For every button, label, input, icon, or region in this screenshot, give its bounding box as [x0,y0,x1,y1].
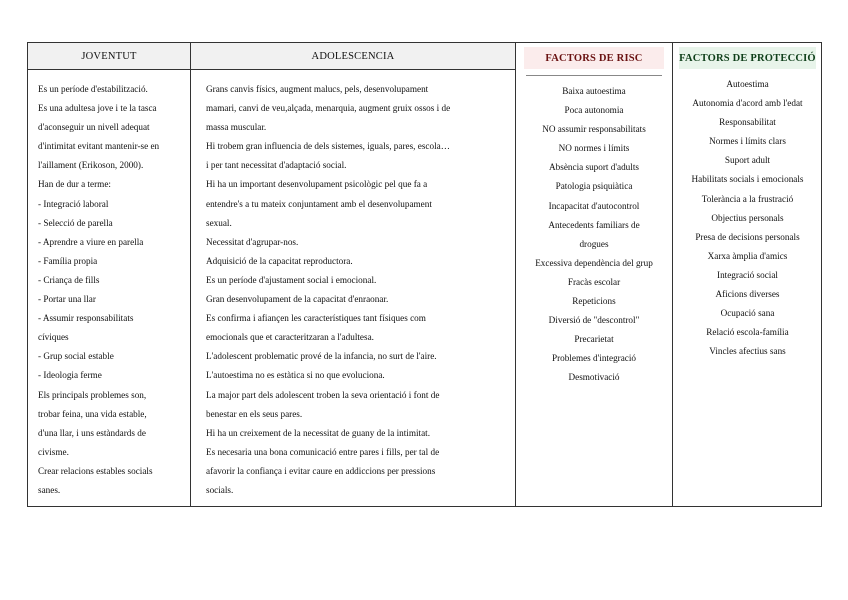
text-line: - Criança de fills [38,274,100,285]
text-line: Grans canvis físics, augment malucs, pels, desenvolupament [206,84,429,94]
text-line: benestar en els seus pares. [206,408,303,419]
risc-list [516,76,672,388]
text-line: - Integració laboral [38,198,109,209]
text-line: Aficions diverses [715,289,780,300]
text-line: Es necesaria una bona comunicació entre pares i fills, per tal de [206,446,440,457]
text-line: Baixa autoestima [562,86,626,96]
text-line: Es confirma i afiançen les característiques tant físiques com [206,313,426,324]
column-factors-risc [515,43,672,506]
text-line: Hi ha un important desenvolupament psicològic pel que fa a [206,179,428,190]
text-line: Objectius personals [711,212,784,223]
text-line: Necessitat d'agrupar-nos. [206,236,299,247]
text-line: L'autoestima no es estàtica si no que evoluciona. [206,370,385,381]
text-line: drogues [579,238,609,249]
text-line: Ocupació sana [720,308,775,319]
text-line: Es un període d'ajustament social i emocional. [206,274,377,285]
text-line: Vincles afectius sans [709,346,786,357]
text-line: d'intimitat evitant mantenir-se en [38,141,160,152]
text-line: mamari, canvi de veu,alçada, menarquia, augment gruix ossos i de [206,103,451,114]
text-line: Patologia psiquiàtica [555,181,633,192]
text-line: Els principals problemes son, [38,389,147,400]
text-line: Repeticions [572,296,616,307]
text-line: l'aillament (Erikoson, 2000). [38,160,144,171]
text-line: Hi ha un creixement de la necessitat de guany de la intimitat. [206,427,430,438]
text-line: Problemes d'integració [551,353,637,364]
text-line: Precarietat [574,334,614,345]
text-line: Integració social [717,269,778,280]
text-line: civisme. [38,446,69,457]
text-line: Relació escola-família [706,327,789,338]
text-line: Gran desenvolupament de la capacitat d'enraonar. [206,294,389,305]
text-line: socials. [206,484,234,495]
text-line: Autonomia d'acord amb l'edat [692,98,803,109]
text-line: Es una adultesa jove i te la tasca [38,103,157,114]
text-line: Han de dur a terme: [38,179,111,190]
text-line: emocionals que et caracteritzaran a l'adultesa. [206,332,374,343]
header-adolescencia: ADOLESCENCIA [191,43,515,70]
header-joventut: JOVENTUT [28,43,190,70]
text-line: Adquisició de la capacitat reproductora. [206,255,353,266]
adolescencia-text [191,70,515,500]
column-adolescencia [190,43,515,506]
text-line: - Ideologia ferme [38,370,102,381]
text-line: Absència suport d'adults [549,162,639,173]
text-line: Presa de decisions personals [695,231,800,242]
text-line: Habilitats socials i emocionals [691,174,804,185]
text-line: NO normes i límits [558,143,630,154]
text-line: L'adolescent problematic prové de la infancia, no surt de l'aire. [206,351,437,362]
youth-development-table [27,42,822,507]
text-line: Poca autonomia [564,105,624,116]
column-joventut [28,43,190,506]
text-line: Crear relacions estables socials [38,465,153,476]
text-line: Xarxa àmplia d'amics [707,250,788,261]
header-factors-risc: FACTORS DE RISC [524,47,664,69]
text-line: d'aconseguir un nivell adequat [38,122,150,133]
text-line: Responsabilitat [719,117,776,128]
text-line: sanes. [38,484,61,495]
text-line: Hi trobem gran influencia de dels sistemes, iguals, pares, escola… [206,141,450,152]
text-line: - Grup social estable [38,351,114,362]
text-line: Fracàs escolar [567,276,621,287]
text-line: Antecedents familiars de [548,219,640,230]
text-line: - Assumir responsabilitats [38,313,134,324]
text-line: afavorir la confiança i evitar caure en addiccions per pressions [206,465,436,476]
text-line: Normes i límits clars [709,136,786,147]
text-line: entendre's a tu mateix conjuntament amb el desenvolupament [206,198,432,209]
text-line: La major part dels adolescent troben la seva orientació i font de [206,389,440,400]
text-line: NO assumir responsabilitats [542,124,646,135]
text-line: Es un període d'estabilització. [38,84,148,94]
text-line: Suport adult [724,155,771,166]
text-line: - Aprendre a viure en parella [38,236,144,247]
column-factors-proteccio [672,43,822,506]
text-line: Excessiva dependència del grup [535,257,653,268]
joventut-text [28,70,190,500]
text-line: - Portar una llar [38,294,96,305]
text-line: d'una llar, i uns estàndards de [38,427,146,438]
text-line: sexual. [206,217,232,228]
text-line: massa muscular. [206,122,267,133]
text-line: Desmotivació [568,372,620,383]
text-line: Autoestima [726,79,769,89]
text-line: - Selecció de parella [38,217,113,228]
text-line: cíviques [38,332,69,343]
header-factors-proteccio: FACTORS DE PROTECCIÓ [679,47,816,69]
text-line: - Família propia [38,255,98,266]
text-line: Tolerància a la frustració [701,193,794,204]
proteccio-list [673,69,822,361]
text-line: Diversió de "descontrol" [548,315,640,326]
text-line: Incapacitat d'autocontrol [548,200,640,211]
text-line: trobar feina, una vida estable, [38,408,147,419]
text-line: i per tant necessitat d'adaptació social. [206,160,347,171]
